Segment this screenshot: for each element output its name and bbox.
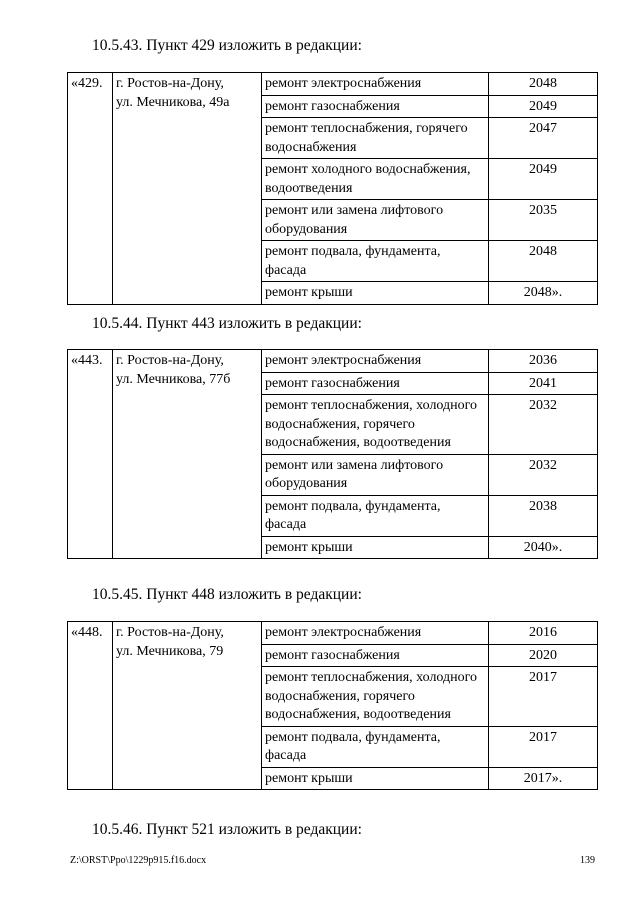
item-number: «448. bbox=[68, 622, 113, 790]
address-cell bbox=[113, 622, 262, 790]
work-year: 2017 bbox=[489, 667, 598, 727]
work-type: ремонт электроснабжения bbox=[262, 350, 489, 373]
work-type: ремонт теплоснабжения, холодного водоснабжения, горячего водоснабжения, водоотведения bbox=[262, 667, 489, 727]
page-number: 139 bbox=[580, 855, 595, 866]
address-city: г. Ростов-на-Дону, bbox=[116, 625, 224, 640]
item-number: «443. bbox=[68, 350, 113, 559]
work-year: 2047 bbox=[489, 118, 598, 159]
work-type: ремонт крыши bbox=[262, 767, 489, 790]
work-type: ремонт электроснабжения bbox=[262, 73, 489, 96]
work-year: 2048». bbox=[489, 282, 598, 305]
section-heading-443: 10.5.44. Пункт 443 изложить в редакции: bbox=[92, 315, 362, 332]
work-type: ремонт теплоснабжения, холодного водоснабжения, горячего водоснабжения, водоотведения bbox=[262, 395, 489, 455]
work-year: 2049 bbox=[489, 95, 598, 118]
work-type: ремонт газоснабжения bbox=[262, 644, 489, 667]
footer-file-path: Z:\ORST\Ppo\1229p915.f16.docx bbox=[70, 855, 207, 866]
work-year: 2038 bbox=[489, 495, 598, 536]
work-type: ремонт электроснабжения bbox=[262, 622, 489, 645]
item-number: «429. bbox=[68, 73, 113, 305]
work-year: 2048 bbox=[489, 241, 598, 282]
section-heading-448: 10.5.45. Пункт 448 изложить в редакции: bbox=[92, 586, 362, 603]
work-year: 2017 bbox=[489, 726, 598, 767]
work-type: ремонт или замена лифтового оборудования bbox=[262, 200, 489, 241]
address-street: ул. Мечникова, 79 bbox=[116, 643, 224, 659]
work-type: ремонт или замена лифтового оборудования bbox=[262, 454, 489, 495]
amendment-table-448 bbox=[67, 621, 598, 790]
address-city: г. Ростов-на-Дону, bbox=[116, 353, 224, 368]
address-street: ул. Мечникова, 49а bbox=[116, 94, 230, 110]
work-type: ремонт холодного водоснабжения, водоотведения bbox=[262, 159, 489, 200]
work-type: ремонт газоснабжения bbox=[262, 95, 489, 118]
work-year: 2040». bbox=[489, 536, 598, 559]
section-heading-521: 10.5.46. Пункт 521 изложить в редакции: bbox=[92, 821, 362, 838]
work-year: 2016 bbox=[489, 622, 598, 645]
address-city: г. Ростов-на-Дону, bbox=[116, 76, 224, 91]
work-year: 2048 bbox=[489, 73, 598, 96]
work-type: ремонт крыши bbox=[262, 282, 489, 305]
table-row bbox=[68, 73, 598, 96]
work-year: 2017». bbox=[489, 767, 598, 790]
amendment-table-429 bbox=[67, 72, 598, 305]
table-row bbox=[68, 622, 598, 645]
work-year: 2049 bbox=[489, 159, 598, 200]
work-type: ремонт подвала, фундамента, фасада bbox=[262, 241, 489, 282]
work-type: ремонт газоснабжения bbox=[262, 372, 489, 395]
work-year: 2020 bbox=[489, 644, 598, 667]
work-type: ремонт теплоснабжения, горячего водоснабжения bbox=[262, 118, 489, 159]
work-type: ремонт крыши bbox=[262, 536, 489, 559]
work-type: ремонт подвала, фундамента, фасада bbox=[262, 495, 489, 536]
work-year: 2036 bbox=[489, 350, 598, 373]
work-year: 2032 bbox=[489, 395, 598, 455]
section-heading-429: 10.5.43. Пункт 429 изложить в редакции: bbox=[92, 37, 362, 54]
amendment-table-443 bbox=[67, 349, 598, 559]
work-type: ремонт подвала, фундамента, фасада bbox=[262, 726, 489, 767]
work-year: 2032 bbox=[489, 454, 598, 495]
address-cell bbox=[113, 73, 262, 305]
address-cell bbox=[113, 350, 262, 559]
table-row bbox=[68, 350, 598, 373]
address-street: ул. Мечникова, 77б bbox=[116, 371, 231, 387]
work-year: 2041 bbox=[489, 372, 598, 395]
work-year: 2035 bbox=[489, 200, 598, 241]
